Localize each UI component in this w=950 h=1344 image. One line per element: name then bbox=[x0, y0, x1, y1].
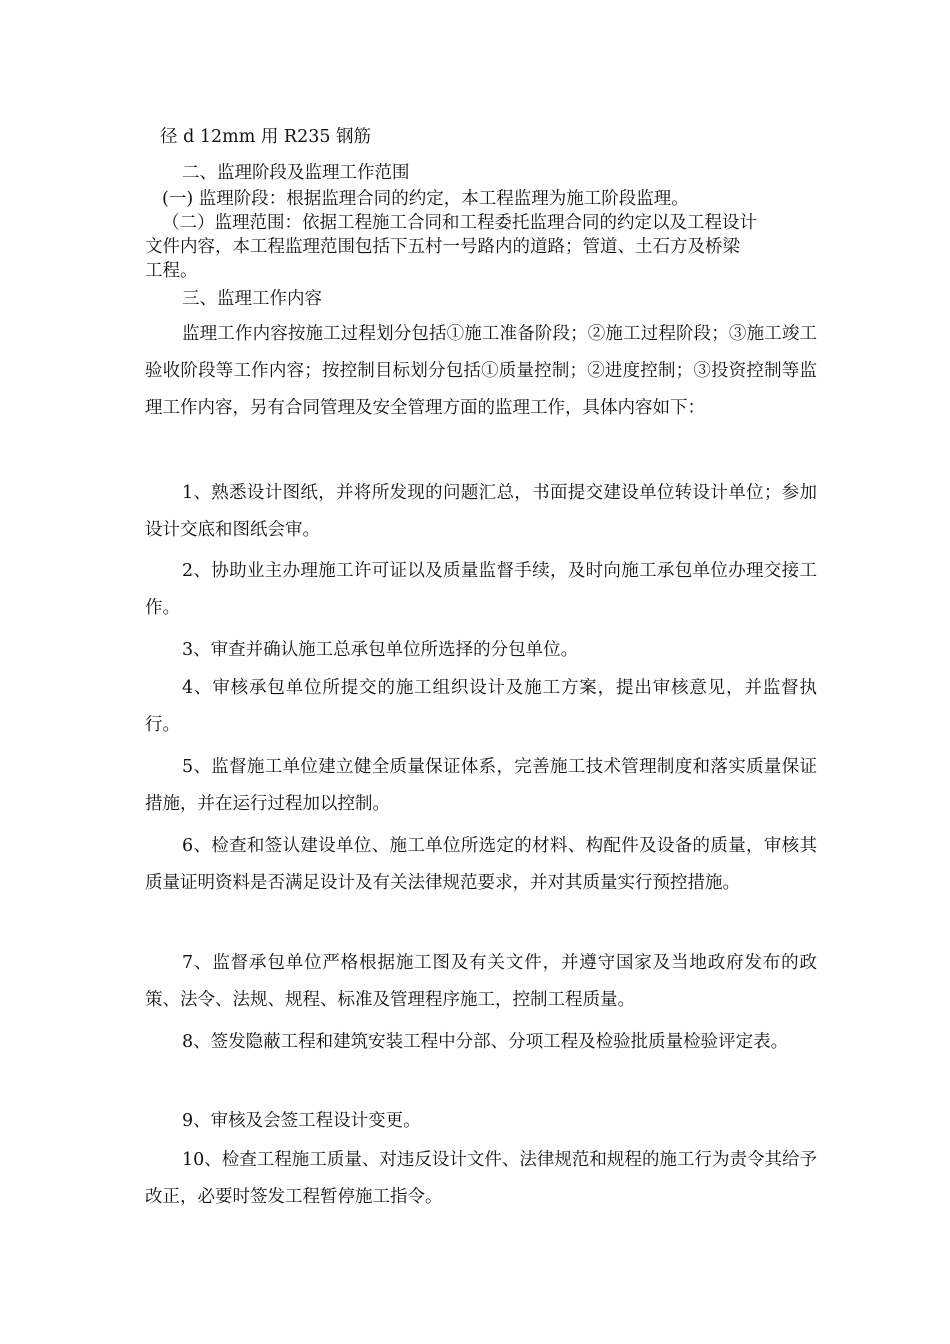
paragraph-item-1: 1、熟悉设计图纸，并将所发现的问题汇总，书面提交建设单位转设计单位；参加设计交底和图纸会审。 bbox=[145, 483, 817, 540]
paragraph-item-4: 4、审核承包单位所提交的施工组织设计及施工方案，提出审核意见，并监督执行。 bbox=[145, 678, 817, 735]
supervision-scope-line-3: 工程。 bbox=[145, 261, 198, 281]
paragraph-item-6: 6、检查和签认建设单位、施工单位所选定的材料、构配件及设备的质量，审核其质量证明资料是否满足设计及有关法律规范要求，并对其质量实行预控措施。 bbox=[145, 836, 817, 893]
paragraph-intro: 监理工作内容按施工过程划分包括①施工准备阶段；②施工过程阶段；③施工竣工验收阶段等工作内容；按控制目标划分包括①质量控制；②进度控制；③投资控制等监理工作内容，另有合同管理及安全管理方面的监理工作，具体内容如下： bbox=[145, 324, 817, 418]
paragraph-item-2: 2、协助业主办理施工许可证以及质量监督手续，及时向施工承包单位办理交接工作。 bbox=[145, 561, 817, 618]
supervision-scope-line-2: 文件内容，本工程监理范围包括下五村一号路内的道路；管道、土石方及桥梁 bbox=[145, 237, 740, 257]
paragraph-item-10: 10、检查工程施工质量、对违反设计文件、法律规范和规程的施工行为责令其给予改正，必要时签发工程暂停施工指令。 bbox=[145, 1150, 817, 1207]
paragraph-item-5: 5、监督施工单位建立健全质量保证体系，完善施工技术管理制度和落实质量保证措施，并在运行过程加以控制。 bbox=[145, 757, 817, 814]
rebar-spec-line: 径 d 12mm 用 R235 钢筋 bbox=[160, 127, 372, 147]
section-heading-supervision-stage-scope: 二、监理阶段及监理工作范围 bbox=[182, 163, 410, 183]
paragraph-item-8: 8、签发隐蔽工程和建筑安装工程中分部、分项工程及检验批质量检验评定表。 bbox=[182, 1032, 789, 1052]
paragraph-item-9: 9、审核及会签工程设计变更。 bbox=[182, 1111, 421, 1131]
section-heading-supervision-content: 三、监理工作内容 bbox=[182, 289, 322, 309]
supervision-stage-line: (一) 监理阶段：根据监理合同的约定，本工程监理为施工阶段监理。 bbox=[162, 189, 689, 209]
paragraph-item-7: 7、监督承包单位严格根据施工图及有关文件，并遵守国家及当地政府发布的政策、法令、法规、规程、标准及管理程序施工，控制工程质量。 bbox=[145, 953, 817, 1010]
paragraph-item-3: 3、审查并确认施工总承包单位所选择的分包单位。 bbox=[182, 640, 579, 660]
supervision-scope-line-1: （二）监理范围：依据工程施工合同和工程委托监理合同的约定以及工程设计 bbox=[162, 213, 757, 233]
